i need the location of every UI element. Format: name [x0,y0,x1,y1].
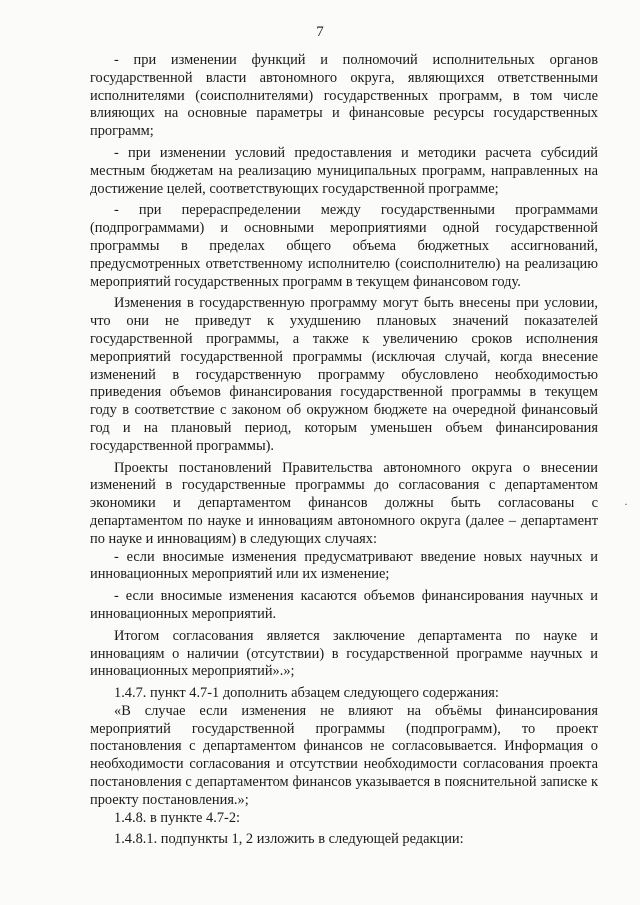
paragraph-1: - при изменении функций и полномочий исполнительных органов государственной власти автономного округа, являющихся ответственными исполнителями (соисполнителями) государственных программ, в том числе влияющих на основные параметры и финансовые ресурсы государственных программ; [90,52,598,140]
document-body [90,52,598,849]
paragraph-9: 1.4.7. пункт 4.7-1 дополнить абзацем следующего содержания: [114,685,499,702]
paragraph-3: - при перераспределении между государственными программами (подпрограммами) и основными мероприятиями одной государственной программы в пределах общего объема бюджетных ассигнований, предусмотренных ответственному исполнителю (соисполнителю) на реализацию мероприятий государственных программ в текущем финансовом году. [90,202,598,290]
paragraph-6: - если вносимые изменения предусматривают введение новых научных и инновационных мероприятий или их изменение; [90,548,598,583]
paragraph-10: «В случае если изменения не влияют на объёмы финансирования мероприятий государственной программы (подпрограмм), то проект постановления с департаментом финансов не согласовывается. Информация о необходимости согласования и отсутствии необходимости согласования проекта постановления с департаментом финансов указывается в пояснительной записке к проекту постановления.»; [90,702,598,808]
paragraph-7: - если вносимые изменения касаются объемов финансирования научных и инновационных мероприятий. [90,588,598,622]
margin-mark: · [624,497,628,511]
paragraph-4: Изменения в государственную программу могут быть внесены при условии, что они не приведут к ухудшению плановых значений показателей государственной программы, а также к увеличению сроков исполнения мероприятий государственной программы (исключая случай, когда внесение изменений в государственную программу обусловлено необходимостью приведения объемов финансирования государственной программы в текущем году в соответствие с законом об окружном бюджете на очередной финансовый год и на плановый период, которым уменьшен объем финансирования государственной программы). [90,295,598,454]
paragraph-2: - при изменении условий предоставления и методики расчета субсидий местным бюджетам на реализацию муниципальных программ, направленных на достижение целей, соответствующих государственной программе; [90,144,598,197]
page-number: 7 [316,24,324,40]
paragraph-11: 1.4.8. в пункте 4.7-2: [114,809,241,826]
paragraph-5: Проекты постановлений Правительства автономного округа о внесении изменений в государственные программы до согласования с департаментом экономики и департаментом финансов должны быть согласованы с департаментом по науке и инновациям автономного округа (далее – департамент по науке и инновациям) в следующих случаях: [90,459,598,547]
paragraph-12: 1.4.8.1. подпункты 1, 2 изложить в следующей редакции: [114,831,464,848]
paragraph-8: Итогом согласования является заключение департамента по науке и инновациям о наличии (отсутствии) в государственной программе научных и инновационных мероприятий».»; [90,627,598,680]
